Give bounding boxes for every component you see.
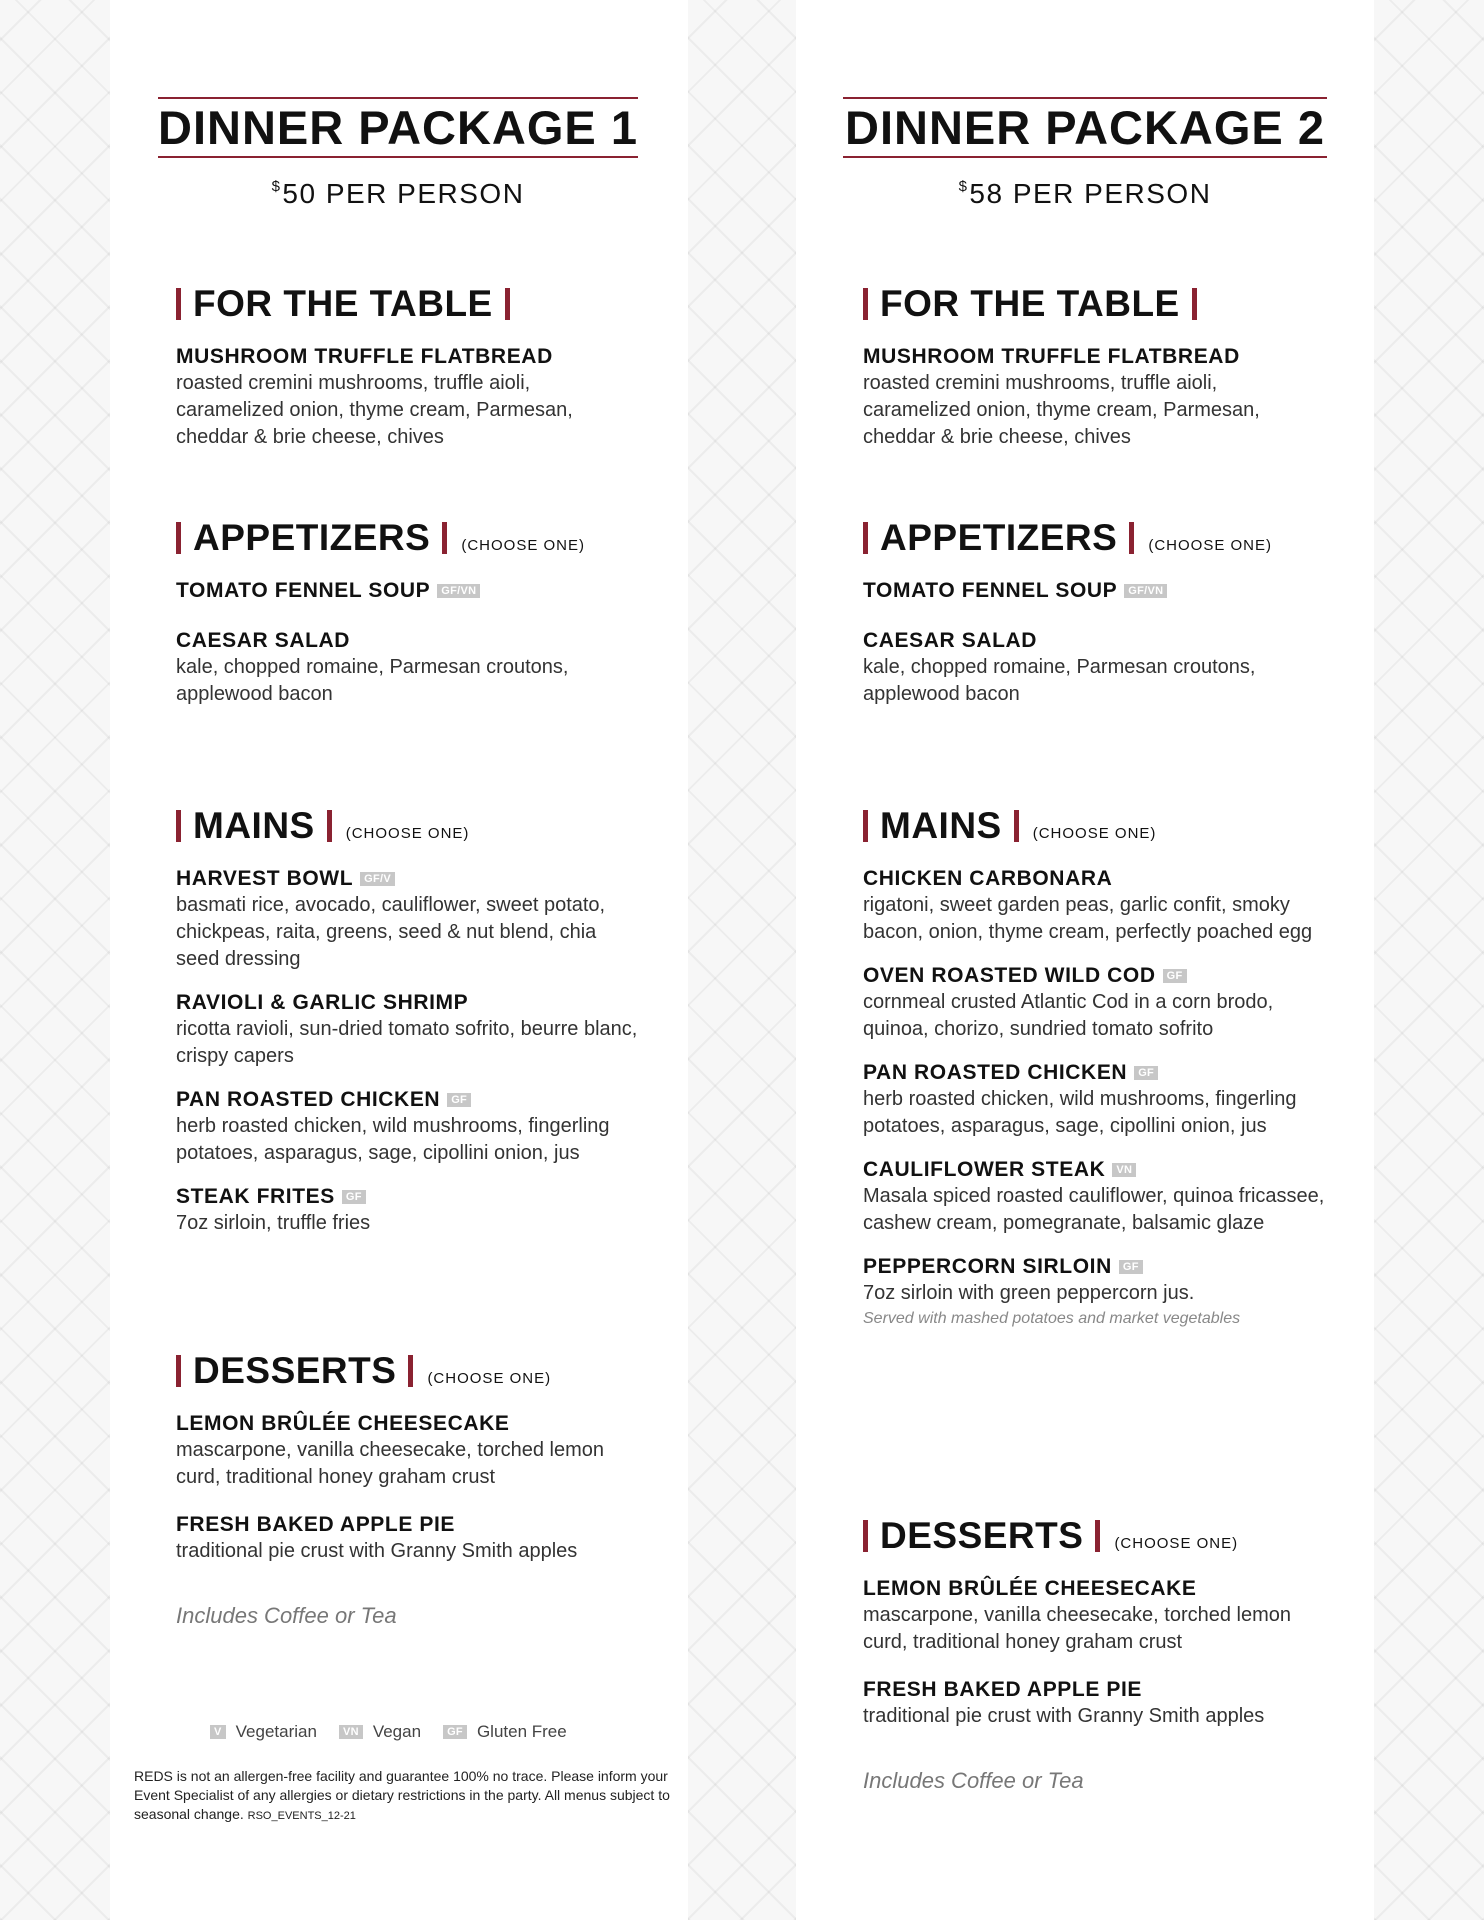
item-description: cornmeal crusted Atlantic Cod in a corn brodo, quinoa, chorizo, sundried tomato sofrito <box>863 991 1274 1040</box>
dietary-tag: GF/V <box>360 872 395 886</box>
item-name: CAULIFLOWER STEAK <box>863 1158 1106 1181</box>
package-price <box>843 178 1327 210</box>
menu-item <box>863 344 1327 451</box>
section-bar <box>1192 288 1197 320</box>
document-code: RSO_EVENTS_12-21 <box>247 1810 356 1822</box>
background-pattern-middle <box>688 0 796 1920</box>
package-title: DINNER PACKAGE 1 <box>158 97 638 158</box>
item-description: roasted cremini mushrooms, truffle aioli, caramelized onion, thyme cream, Parmesan, cheddar & brie cheese, chives <box>176 372 573 448</box>
item-name: LEMON BRÛLÉE CHEESECAKE <box>176 1412 510 1435</box>
item-description: mascarpone, vanilla cheesecake, torched lemon curd, traditional honey graham crust <box>863 1604 1292 1653</box>
item-description: mascarpone, vanilla cheesecake, torched lemon curd, traditional honey graham crust <box>176 1439 605 1488</box>
section-bar <box>863 522 868 554</box>
item-description: ricotta ravioli, sun-dried tomato sofrito, beurre blanc, crispy capers <box>176 1018 638 1067</box>
menu-item <box>863 628 1327 708</box>
section-bar <box>327 810 332 842</box>
dietary-tag: GF/VN <box>437 584 480 598</box>
item-name: LEMON BRÛLÉE CHEESECAKE <box>863 1577 1197 1600</box>
menu-item <box>176 344 638 451</box>
section-title: DESSERTS <box>880 1515 1084 1556</box>
section-bar <box>863 1520 868 1552</box>
section-bar <box>408 1355 413 1387</box>
menu-item <box>176 578 638 604</box>
price-text: 50 PER PERSON <box>282 178 525 209</box>
item-name: PAN ROASTED CHICKEN <box>176 1088 441 1111</box>
legend-item-vegetarian <box>210 1722 317 1742</box>
item-description: 7oz sirloin with green peppercorn jus. <box>863 1282 1195 1304</box>
section-desserts <box>176 1349 638 1629</box>
dietary-tag: GF <box>1163 969 1187 983</box>
menu-item <box>176 1184 638 1237</box>
section-title: FOR THE TABLE <box>880 283 1180 324</box>
choose-one-label: (CHOOSE ONE) <box>427 1370 552 1387</box>
item-description: herb roasted chicken, wild mushrooms, fingerling potatoes, asparagus, sage, cipollini onion, jus <box>863 1088 1297 1137</box>
background-pattern-right <box>1374 0 1484 1920</box>
section-appetizers <box>176 516 638 708</box>
item-name: CAESAR SALAD <box>176 629 351 652</box>
section-bar <box>176 522 181 554</box>
legend-tag: VN <box>339 1725 363 1739</box>
item-name: TOMATO FENNEL SOUP <box>176 579 431 602</box>
menu-item <box>176 1087 638 1167</box>
legend-item-vegan <box>339 1722 421 1742</box>
choose-one-label: (CHOOSE ONE) <box>345 825 470 842</box>
menu-item <box>176 990 638 1070</box>
dietary-tag: GF <box>342 1190 366 1204</box>
choose-one-label: (CHOOSE ONE) <box>461 537 586 554</box>
choose-one-label: (CHOOSE ONE) <box>1148 537 1273 554</box>
section-desserts <box>863 1514 1327 1794</box>
section-title: APPETIZERS <box>193 517 431 558</box>
item-description: kale, chopped romaine, Parmesan croutons, applewood bacon <box>863 656 1256 705</box>
item-name: HARVEST BOWL <box>176 867 354 890</box>
section-appetizers <box>863 516 1327 708</box>
disclaimer-text: REDS is not an allergen-free facility and guarantee 100% no trace. Please inform your Event Specialist of any allergies or dietary restrictions in the party. All menus subject to seasonal change. <box>134 1768 670 1822</box>
section-title: MAINS <box>880 805 1002 846</box>
dietary-legend <box>210 1722 567 1742</box>
section-bar <box>505 288 510 320</box>
section-bar <box>176 1355 181 1387</box>
item-description: rigatoni, sweet garden peas, garlic confit, smoky bacon, onion, thyme cream, perfectly poached egg <box>863 894 1313 943</box>
served-with-note: Served with mashed potatoes and market vegetables <box>863 1310 1241 1327</box>
item-name: PAN ROASTED CHICKEN <box>863 1061 1128 1084</box>
section-mains <box>176 804 638 1237</box>
menu-item <box>176 1411 638 1491</box>
section-title: MAINS <box>193 805 315 846</box>
section-mains <box>863 804 1327 1331</box>
item-description: Masala spiced roasted cauliflower, quinoa fricassee, cashew cream, pomegranate, balsamic glaze <box>863 1185 1325 1234</box>
item-name: PEPPERCORN SIRLOIN <box>863 1255 1112 1278</box>
menu-item <box>176 628 638 708</box>
choose-one-label: (CHOOSE ONE) <box>1032 825 1157 842</box>
menu-item <box>863 1576 1327 1656</box>
menu-item <box>863 866 1327 946</box>
package-1-header <box>158 97 638 210</box>
item-name: TOMATO FENNEL SOUP <box>863 579 1118 602</box>
legend-label: Gluten Free <box>476 1722 567 1741</box>
item-description: herb roasted chicken, wild mushrooms, fingerling potatoes, asparagus, sage, cipollini onion, jus <box>176 1115 610 1164</box>
section-title: FOR THE TABLE <box>193 283 493 324</box>
item-name: CHICKEN CARBONARA <box>863 867 1113 890</box>
section-bar <box>442 522 447 554</box>
menu-item <box>863 963 1327 1043</box>
legend-tag: V <box>210 1725 226 1739</box>
section-title: APPETIZERS <box>880 517 1118 558</box>
section-bar <box>176 288 181 320</box>
section-bar <box>863 288 868 320</box>
allergen-disclaimer <box>134 1767 674 1826</box>
choose-one-label: (CHOOSE ONE) <box>1114 1535 1239 1552</box>
includes-note: Includes Coffee or Tea <box>176 1603 397 1628</box>
legend-tag: GF <box>443 1725 467 1739</box>
section-title: DESSERTS <box>193 1350 397 1391</box>
item-name: STEAK FRITES <box>176 1185 335 1208</box>
section-bar <box>1014 810 1019 842</box>
package-2-header <box>843 97 1327 210</box>
menu-item <box>863 1060 1327 1140</box>
item-description: traditional pie crust with Granny Smith apples <box>863 1705 1265 1727</box>
item-name: FRESH BAKED APPLE PIE <box>863 1678 1143 1701</box>
section-bar <box>1095 1520 1100 1552</box>
item-description: 7oz sirloin, truffle fries <box>176 1212 371 1234</box>
dietary-tag: GF <box>447 1093 471 1107</box>
menu-item <box>863 578 1327 604</box>
section-bar <box>1129 522 1134 554</box>
includes-note: Includes Coffee or Tea <box>863 1768 1084 1793</box>
section-bar <box>176 810 181 842</box>
package-title: DINNER PACKAGE 2 <box>843 97 1327 158</box>
item-name: RAVIOLI & GARLIC SHRIMP <box>176 991 469 1014</box>
item-description: traditional pie crust with Granny Smith apples <box>176 1540 578 1562</box>
legend-label: Vegetarian <box>235 1722 317 1741</box>
item-name: CAESAR SALAD <box>863 629 1038 652</box>
price-text: 58 PER PERSON <box>969 178 1212 209</box>
legend-label: Vegan <box>372 1722 422 1741</box>
section-bar <box>863 810 868 842</box>
price-symbol: $ <box>271 178 282 195</box>
menu-item <box>863 1254 1327 1331</box>
legend-item-gluten-free <box>443 1722 567 1742</box>
item-description: basmati rice, avocado, cauliflower, sweet potato, chickpeas, raita, greens, seed & nut blend, chia seed dressing <box>176 894 606 970</box>
menu-item <box>176 866 638 973</box>
item-name: OVEN ROASTED WILD COD <box>863 964 1156 987</box>
item-name: MUSHROOM TRUFFLE FLATBREAD <box>863 345 1240 368</box>
item-name: MUSHROOM TRUFFLE FLATBREAD <box>176 345 553 368</box>
menu-item <box>863 1677 1327 1730</box>
dietary-tag: GF <box>1134 1066 1158 1080</box>
section-for-the-table <box>176 282 638 451</box>
package-price <box>158 178 638 210</box>
dietary-tag: GF <box>1119 1260 1143 1274</box>
item-description: kale, chopped romaine, Parmesan croutons, applewood bacon <box>176 656 569 705</box>
dietary-tag: GF/VN <box>1124 584 1167 598</box>
price-symbol: $ <box>958 178 969 195</box>
background-pattern-left <box>0 0 110 1920</box>
dietary-tag: VN <box>1112 1163 1136 1177</box>
menu-item <box>176 1512 638 1565</box>
item-description: roasted cremini mushrooms, truffle aioli, caramelized onion, thyme cream, Parmesan, cheddar & brie cheese, chives <box>863 372 1260 448</box>
menu-item <box>863 1157 1327 1237</box>
section-for-the-table <box>863 282 1327 451</box>
item-name: FRESH BAKED APPLE PIE <box>176 1513 456 1536</box>
